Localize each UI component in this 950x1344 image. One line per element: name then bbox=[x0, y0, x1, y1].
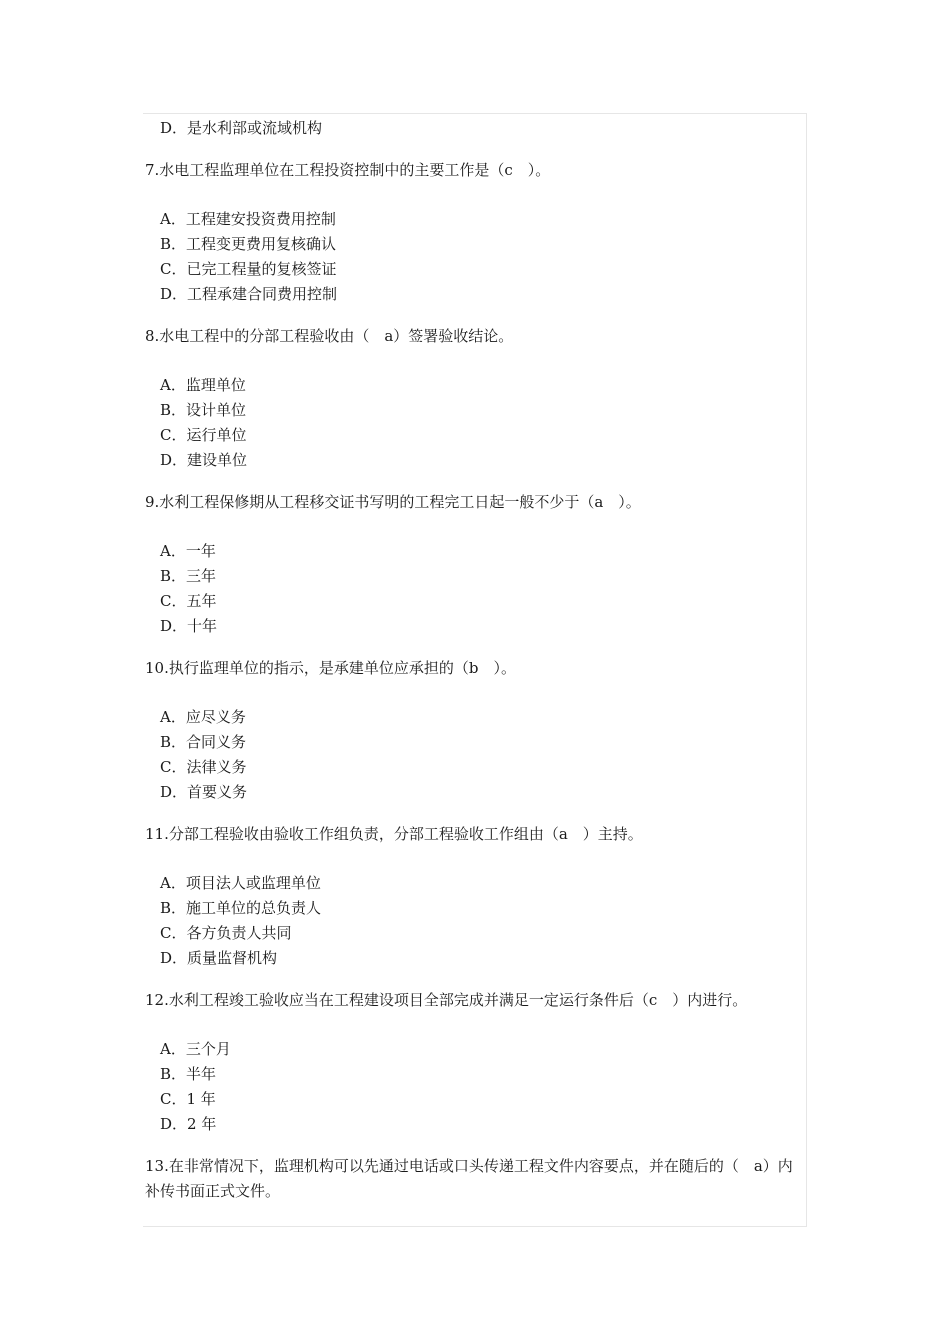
option-item: C．运行单位 bbox=[160, 426, 247, 444]
question-block-6-tail bbox=[145, 116, 815, 141]
question-text: 8.水电工程中的分部工程验收由（ a）签署验收结论。 bbox=[145, 327, 514, 345]
options-list bbox=[145, 539, 815, 639]
option-item: D．建设单位 bbox=[160, 451, 248, 469]
option-item: C．法律义务 bbox=[160, 758, 247, 776]
option-item: D．是水利部或流域机构 bbox=[160, 119, 323, 137]
option-item: D．2 年 bbox=[160, 1115, 217, 1133]
question-text: 13.在非常情况下，监理机构可以先通过电话或口头传递工程文件内容要点，并在随后的（ a）内补传书面正式文件。 bbox=[145, 1157, 793, 1200]
option-item: C．已完工程量的复核签证 bbox=[160, 260, 337, 278]
option-item: C．各方负责人共同 bbox=[160, 924, 292, 942]
option-item: A．一年 bbox=[160, 542, 216, 560]
question-block-11 bbox=[145, 822, 815, 971]
option-item: B．施工单位的总负责人 bbox=[160, 899, 322, 917]
option-item: D．首要义务 bbox=[160, 783, 248, 801]
options-list bbox=[145, 871, 815, 971]
options-list bbox=[145, 1037, 815, 1137]
option-item: C．五年 bbox=[160, 592, 217, 610]
question-block-12 bbox=[145, 988, 815, 1137]
question-text: 10.执行监理单位的指示，是承建单位应承担的（b ）。 bbox=[145, 659, 516, 677]
question-text: 11.分部工程验收由验收工作组负责，分部工程验收工作组由（a ）主持。 bbox=[145, 825, 643, 843]
option-item: B．三年 bbox=[160, 567, 217, 585]
question-block-7 bbox=[145, 158, 815, 307]
question-text: 9.水利工程保修期从工程移交证书写明的工程完工日起一般不少于（a ）。 bbox=[145, 493, 641, 511]
question-text: 12.水利工程竣工验收应当在工程建设项目全部完成并满足一定运行条件后（c ）内进行。 bbox=[145, 991, 748, 1009]
options-list bbox=[145, 207, 815, 307]
question-text: 7.水电工程监理单位在工程投资控制中的主要工作是（c ）。 bbox=[145, 161, 551, 179]
option-item: A．应尽义务 bbox=[160, 708, 246, 726]
question-block-13 bbox=[145, 1154, 815, 1204]
options-list bbox=[145, 705, 815, 805]
options-list bbox=[145, 116, 815, 141]
option-item: A．工程建安投资费用控制 bbox=[160, 210, 336, 228]
option-item: A．监理单位 bbox=[160, 376, 246, 394]
option-item: A．三个月 bbox=[160, 1040, 231, 1058]
option-item: B．工程变更费用复核确认 bbox=[160, 235, 337, 253]
option-item: B．半年 bbox=[160, 1065, 217, 1083]
document-content bbox=[145, 116, 815, 1204]
option-item: A．项目法人或监理单位 bbox=[160, 874, 321, 892]
option-item: D．质量监督机构 bbox=[160, 949, 278, 967]
option-item: B．设计单位 bbox=[160, 401, 247, 419]
option-item: B．合同义务 bbox=[160, 733, 247, 751]
option-item: D．十年 bbox=[160, 617, 218, 635]
options-list bbox=[145, 373, 815, 473]
option-item: C．1 年 bbox=[160, 1090, 216, 1108]
question-block-9 bbox=[145, 490, 815, 639]
question-block-10 bbox=[145, 656, 815, 805]
option-item: D．工程承建合同费用控制 bbox=[160, 285, 338, 303]
question-block-8 bbox=[145, 324, 815, 473]
